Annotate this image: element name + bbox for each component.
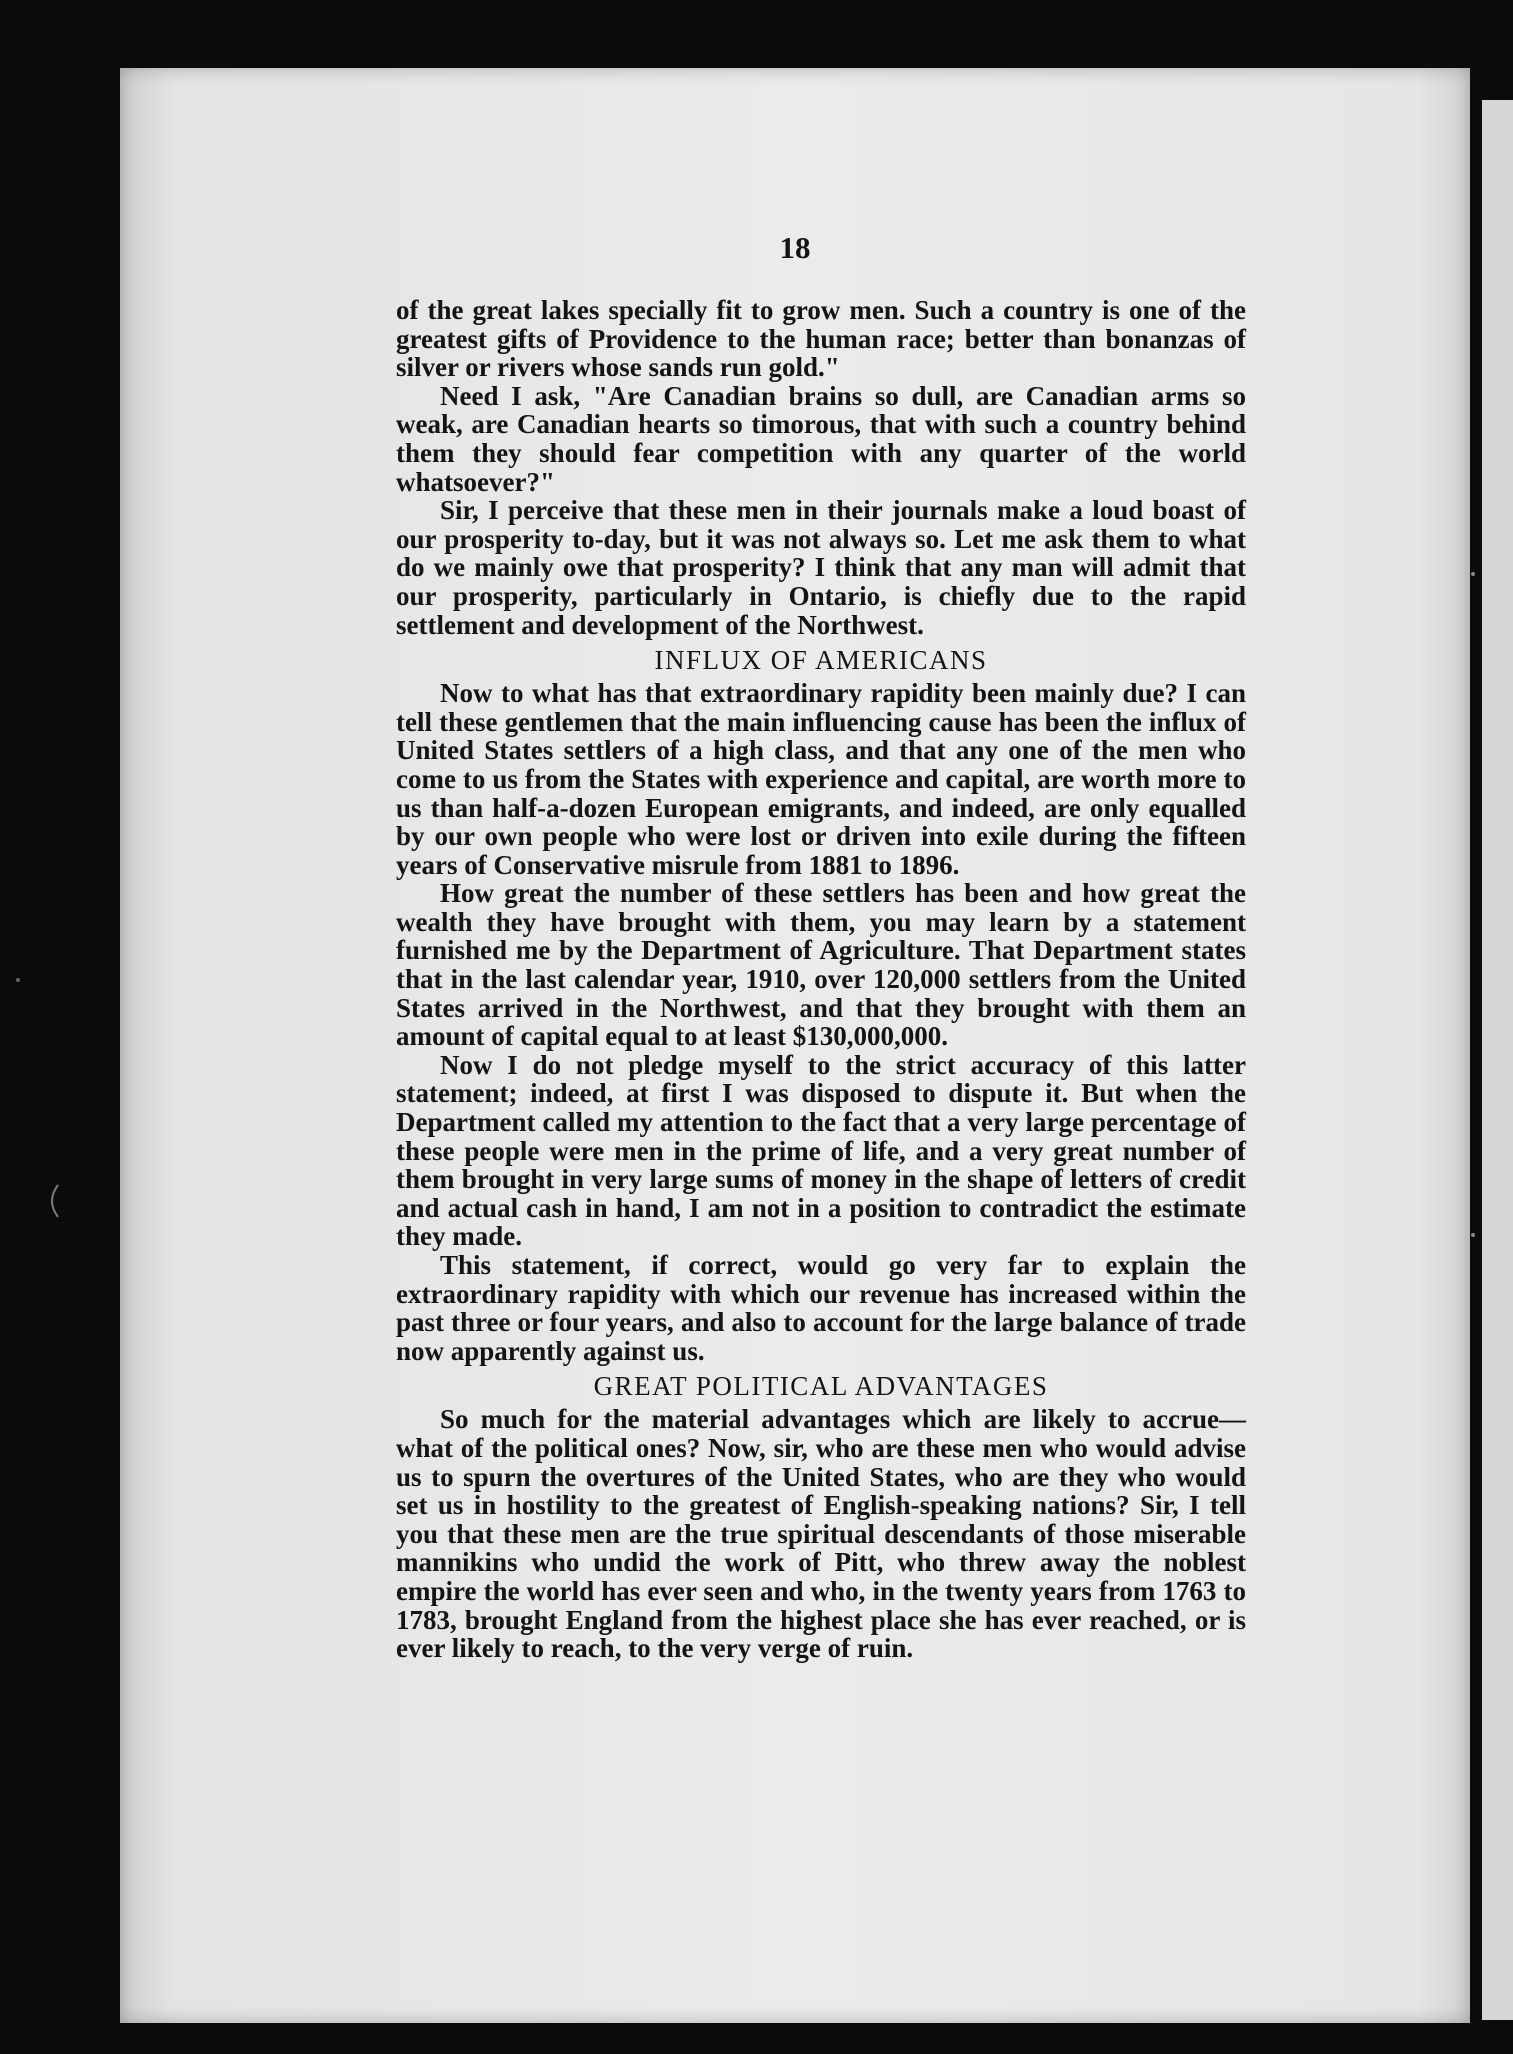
paragraph: Now I do not pledge myself to the strict accuracy of this latter statement; indeed, at first I was disposed to dispute it. But when the Department called my attention to the fact that a very large percentage of these people were men in the prime of life, and a very great number of them brought in very large sums of money in the shape of letters of credit and actual cash in hand, I am not in a position to contradict the estimate they made. <box>396 1049 1246 1252</box>
paragraph: Need I ask, "Are Canadian brains so dull, are Canadian arms so weak, are Canadian hearts so timorous, that with such a country behind them they should fear competition with any quarter of the world whatsoever?" <box>396 380 1246 497</box>
paragraph: So much for the material advantages which are likely to accrue—what of the political ones? Now, sir, who are these men who would advise us to spurn the overtures of the United States, who are they who would set us in hostility to the greatest of English-speaking nations? Sir, I tell you that these men are the true spiritual descendants of those miserable mannikins who undid the work of Pitt, who threw away the noblest empire the world has ever seen and who, in the twenty years from 1763 to 1783, brought England from the highest place she has ever reached, or is ever likely to reach, to the very verge of ruin. <box>396 1404 1246 1664</box>
page-number: 18 <box>779 230 811 265</box>
paragraph: This statement, if correct, would go very far to explain the extraordinary rapidity with which our revenue has increased within the past three or four years, and also to account for the large balance of trade now apparently against us. <box>396 1250 1246 1366</box>
paragraph: Sir, I perceive that these men in their journals make a loud boast of our prosperity to-day, but it was not always so. Let me ask them to what do we mainly owe that prosperity? I think that any man will admit that our prosperity, particularly in Ontario, is chiefly due to the rapid settlement and development of the Northwest. <box>396 495 1246 640</box>
paragraph: How great the number of these settlers has been and how great the wealth they have brought with them, you may learn by a statement furnished me by the Department of Agriculture. That Department states that in the last calendar year, 1910, over 120,000 settlers from the United States arrived in the Northwest, and that they brought with them an amount of capital equal to at least $130,000,000. <box>396 878 1246 1052</box>
paragraph: Now to what has that extraordinary rapidity been mainly due? I can tell these gentlemen that the main influencing cause has been the influx of United States settlers of a high class, and that any one of the men who come to us from the States with experience and capital, are worth more to us than half-a-dozen European emigrants, and indeed, are only equalled by our own people who were lost or driven into exile during the fifteen years of Conservative misrule from 1881 to 1896. <box>396 678 1246 880</box>
section-heading: INFLUX OF AMERICANS <box>654 645 988 676</box>
section-heading: GREAT POLITICAL ADVANTAGES <box>593 1371 1049 1402</box>
paragraph: of the great lakes specially fit to grow men. Such a country is one of the greatest gifts of Providence to the human race; better than bonanzas of silver or rivers whose sands run gold." <box>396 295 1246 383</box>
